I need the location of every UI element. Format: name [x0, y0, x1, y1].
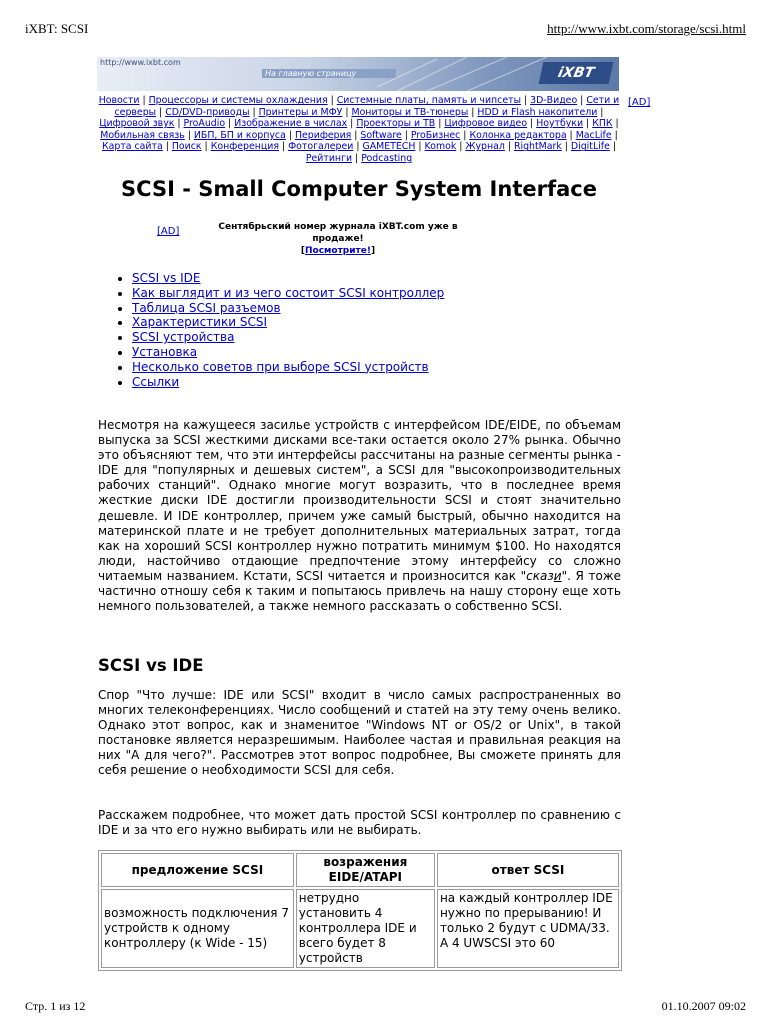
nav-link[interactable]: Фотогалереи: [288, 141, 354, 153]
nav-separator: |: [353, 141, 363, 153]
page-title: SCSI - Small Computer System Interface: [121, 177, 597, 201]
nav-link[interactable]: Новости: [98, 95, 140, 106]
nav-separator: |: [561, 141, 571, 153]
toc-link-scsi-vs-ide[interactable]: SCSI vs IDE: [132, 271, 201, 285]
nav-link[interactable]: DigitLife: [570, 141, 610, 153]
debate-paragraph: Спор "Что лучше: IDE или SCSI" входит в число самых распространенных во многих телеконференциях. Число сообщений и статей на эту тему очень велико. Однако этот вопрос, как и знаменитое "Windows NT or OS/2 or Unix", в такой постановке является неразрешимым. Наиболее частая и правильная реакция на них "А для чего?". Рассмотрев этот вопрос подробнее, Вы сможете принять для себя решение о необходимости SCSI для себя.: [98, 688, 621, 778]
nav-separator: |: [278, 141, 289, 153]
toc-link-devices[interactable]: SCSI устройства: [132, 330, 235, 345]
print-header: [0, 0, 768, 40]
nav-separator: |: [566, 129, 576, 141]
bracket-open: [: [300, 246, 305, 256]
nav-separator: |: [174, 118, 184, 130]
nav-link[interactable]: Проекторы и ТВ: [356, 118, 436, 130]
page-counter: Стр. 1 из 12: [25, 999, 86, 1013]
nav-separator: |: [184, 129, 194, 141]
nav-link[interactable]: 3D-Видео: [530, 95, 578, 106]
intro-text-start: Несмотря на кажущееся засилье устройств с интерфейсом IDE/EIDE, по объемам выпуска за SCSI жесткими дисками все-таки остается около 27% рынка. Обычно это объясняют тем, что эти интерфейсы рассчитаны на разные сегменты рынка - IDE для "популярных и дешевых систем", а SCSI для "высокопроизводительных рабочих станций". Однако многие могут возразить, что в последнее время жесткие диски IDE достигли производительности SCSI и стоят значительно дешевле. И IDE контроллер, причем уже самый быстрый, обычно находится на материнской плате и не требует дополнительных материальных затрат, тогда как на хороший SCSI контроллер нужно потратить минимум $100. Но находятся люди, настойчиво отдающие предпочтение этому интерфейсу со сложно читаемым названием. Кстати, SCSI читается и произносится как ": [98, 418, 621, 583]
nav-separator: |: [435, 118, 445, 130]
nav-link[interactable]: Принтеры и МФУ: [258, 106, 343, 118]
nav-separator: |: [401, 129, 411, 141]
nav-link[interactable]: Журнал: [465, 141, 505, 153]
table-cell: на каждый контроллер IDE нужно по прерыванию! И только 2 будут с UDMA/33. А 4 UWSCSI это 60: [437, 889, 619, 968]
nav-separator: |: [504, 141, 514, 153]
nav-separator: |: [577, 95, 587, 106]
toc-link-connectors[interactable]: Таблица SCSI разъемов: [132, 300, 281, 315]
nav-link[interactable]: Podcasting: [361, 152, 413, 164]
toc-link-characteristics[interactable]: Характеристики SCSI: [132, 315, 267, 330]
promo-text: Сентябрьский номер журнала iXBT.com уже в продаже!: [218, 222, 458, 244]
banner-decoration: [377, 57, 557, 91]
nav-link[interactable]: Колонка редактора: [469, 129, 567, 141]
nav-link[interactable]: Поиск: [171, 141, 202, 153]
nav-separator: |: [285, 129, 295, 141]
ad-link-right[interactable]: [AD]: [628, 97, 651, 108]
toc-link-installation[interactable]: Установка: [132, 344, 198, 359]
nav-link[interactable]: Ноутбуки: [536, 118, 584, 130]
nav-link[interactable]: Komok: [424, 141, 457, 153]
nav-link[interactable]: Мобильная связь: [100, 129, 185, 141]
nav-link[interactable]: Конференция: [210, 141, 279, 153]
col-header-scsi-answer: ответ SCSI: [437, 853, 619, 887]
nav-link[interactable]: Изображение в числах: [234, 118, 348, 130]
nav-separator: |: [597, 106, 604, 118]
nav-link[interactable]: GAMETECH: [362, 141, 416, 153]
nav-link[interactable]: Сети и серверы: [114, 95, 620, 118]
nav-separator: |: [612, 118, 619, 130]
ad-link-left[interactable]: [AD]: [157, 226, 180, 237]
nav-link[interactable]: КПК: [592, 118, 613, 130]
print-header-url[interactable]: http://www.ixbt.com/storage/scsi.html: [547, 21, 746, 36]
col-header-scsi-offer: предложение SCSI: [101, 853, 294, 887]
nav-link[interactable]: Мониторы и ТВ-тюнеры: [351, 106, 469, 118]
nav-separator: |: [611, 129, 618, 141]
toc-item: [132, 330, 444, 345]
nav-link[interactable]: Периферия: [294, 129, 352, 141]
nav-separator: |: [609, 141, 616, 153]
toc-item: [132, 271, 444, 286]
promo-link-line: [200, 245, 476, 257]
ixbt-logo[interactable]: iXBT: [539, 62, 614, 84]
table-header-row: [101, 853, 619, 887]
nav-separator: |: [139, 95, 149, 106]
nav-link[interactable]: Системные платы, память и чипсеты: [336, 95, 521, 106]
nav-separator: |: [342, 106, 352, 118]
col-header-eide-objection: возражения EIDE/ATAPI: [296, 853, 435, 887]
banner-url: http://www.ixbt.com: [100, 58, 181, 67]
intro-italic: сказ: [526, 568, 554, 583]
nav-separator: |: [460, 129, 470, 141]
table-cell: возможность подключения 7 устройств к одному контроллеру (к Wide - 15): [101, 889, 294, 968]
nav-separator: |: [347, 118, 357, 130]
comparison-intro-paragraph: Расскажем подробнее, что может дать простой SCSI контроллер по сравнению с IDE и за что его нужно выбирать или не выбирать.: [98, 808, 621, 838]
nav-link[interactable]: ИБП, БП и корпуса: [193, 129, 286, 141]
intro-italic-stress: и: [553, 568, 562, 583]
nav-link[interactable]: MacLife: [575, 129, 612, 141]
nav-separator: |: [583, 118, 593, 130]
toc-item: [132, 286, 444, 301]
toc-item: [132, 315, 444, 330]
nav-link[interactable]: RightMark: [513, 141, 562, 153]
toc-item: [132, 301, 444, 316]
nav-separator: |: [156, 106, 166, 118]
nav-link[interactable]: HDD и Flash накопители: [477, 106, 598, 118]
banner-home-link[interactable]: На главную страницу: [262, 69, 396, 78]
nav-link[interactable]: ProAudio: [183, 118, 226, 130]
nav-separator: |: [201, 141, 211, 153]
nav-link[interactable]: Цифровое видео: [444, 118, 528, 130]
nav-link[interactable]: Цифровой звук: [99, 118, 175, 130]
nav-separator: |: [327, 95, 337, 106]
toc-item: [132, 345, 444, 360]
magazine-promo: [200, 221, 476, 257]
nav-separator: |: [352, 152, 362, 164]
nav-link[interactable]: Рейтинги: [305, 152, 353, 164]
intro-paragraph: [98, 418, 621, 614]
nav-separator: |: [225, 118, 235, 130]
nav-separator: |: [249, 106, 259, 118]
nav-separator: |: [468, 106, 478, 118]
table-row: [101, 889, 619, 968]
nav-separator: |: [527, 118, 537, 130]
nav-link[interactable]: Карта сайта: [101, 141, 163, 153]
toc-link-references[interactable]: Ссылки: [132, 374, 180, 389]
promo-link[interactable]: Посмотрите!: [305, 246, 371, 256]
site-navigation: [98, 95, 620, 165]
nav-link[interactable]: Software: [360, 129, 402, 141]
nav-separator: |: [415, 141, 425, 153]
nav-separator: |: [456, 141, 466, 153]
toc-item: [132, 360, 444, 375]
nav-link[interactable]: Процессоры и системы охлаждения: [148, 95, 328, 106]
print-footer: [0, 994, 768, 1024]
toc-link-tips[interactable]: Несколько советов при выборе SCSI устройств: [132, 359, 429, 374]
table-cell: нетрудно установить 4 контроллера IDE и всего будет 8 устройств: [296, 889, 435, 968]
bracket-close: ]: [370, 246, 376, 256]
nav-separator: |: [520, 95, 531, 106]
toc-item: [132, 375, 444, 390]
site-banner[interactable]: [97, 57, 619, 91]
print-timestamp: 01.10.2007 09:02: [661, 999, 746, 1013]
table-of-contents: [115, 271, 444, 389]
toc-link-controller[interactable]: Как выглядит и из чего состоит SCSI контроллер: [132, 285, 445, 300]
intro-text-end: ". Я тоже частично отношу себя к таким и попытаюсь привлечь на нашу сторону еще хоть немного пользователей, а также немного рассказать о собственно SCSI.: [98, 568, 621, 614]
section-heading-scsi-vs-ide: SCSI vs IDE: [98, 656, 204, 675]
print-header-title: iXBT: SCSI: [25, 21, 89, 36]
nav-link[interactable]: ProБизнес: [410, 129, 461, 141]
comparison-table: [98, 850, 622, 971]
nav-link[interactable]: CD/DVD-приводы: [165, 106, 250, 118]
nav-separator: |: [162, 141, 172, 153]
nav-separator: |: [351, 129, 361, 141]
